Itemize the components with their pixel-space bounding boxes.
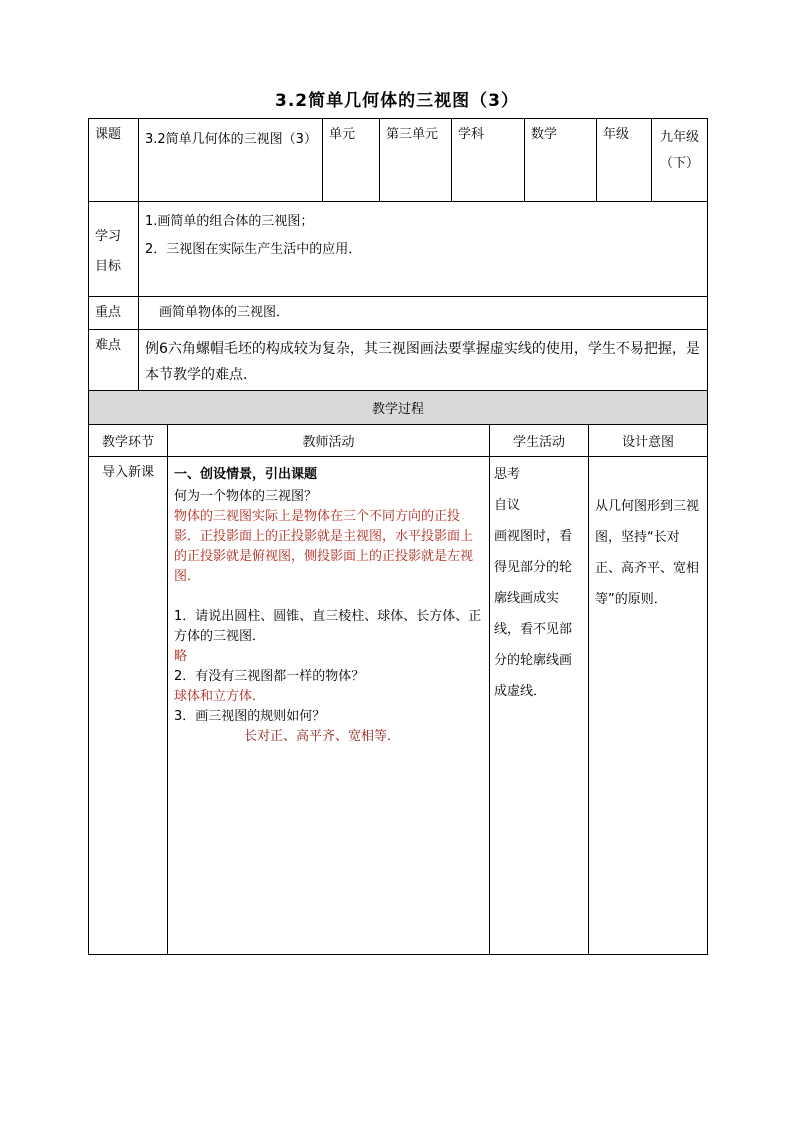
section-heading: 一、创设情景，引出课题 — [174, 467, 318, 482]
stage-cell: 导入新课 — [89, 457, 168, 955]
col-stage: 教学环节 — [89, 425, 168, 457]
unit-value: 第三单元 — [380, 119, 452, 202]
student-item: 自议 — [494, 498, 521, 513]
col-student: 学生活动 — [490, 425, 589, 457]
goals-content — [139, 202, 708, 297]
student-item: 思考 — [494, 467, 521, 482]
difficulty-label: 难点 — [89, 330, 139, 395]
student-activity — [490, 457, 589, 955]
lesson-info-table — [88, 118, 708, 395]
key-value: 画简单物体的三视图． — [139, 297, 708, 330]
teacher-activity — [168, 457, 490, 955]
teacher-question: 1．请说出圆柱、圆锥、直三棱柱、球体、长方体、正方体的三视图． — [174, 609, 482, 644]
subject-value: 数学 — [525, 119, 597, 202]
subject-label: 学科 — [452, 119, 525, 202]
col-teacher: 教师活动 — [168, 425, 490, 457]
goals-label: 学习目标 — [89, 202, 139, 297]
teacher-question: 何为一个物体的三视图？ — [174, 489, 318, 504]
student-item: 画视图时，看得见部分的轮廓线画成实线，看不见部分的轮廓线画成虚线． — [494, 529, 573, 699]
teacher-answer: 物体的三视图实际上是物体在三个不同方向的正投影．正投影面上的正投影就是主视图，水平投影面上的正投影就是俯视图，侧投影面上的正投影就是左视图． — [174, 509, 474, 584]
key-label: 重点 — [89, 297, 139, 330]
grade-label: 年级 — [597, 119, 652, 202]
process-header: 教学过程 — [89, 391, 708, 425]
teacher-answer: 长对正、高平齐、宽相等． — [244, 729, 401, 744]
document-title: 3.2简单几何体的三视图（3） — [275, 91, 519, 111]
grade-value: 九年级（下） — [652, 119, 708, 202]
teacher-question: 3．画三视图的规则如何？ — [174, 709, 326, 724]
goal-item: 2．三视图在实际生产生活中的应用． — [145, 242, 362, 257]
goal-item: 1.画简单的组合体的三视图； — [145, 214, 314, 229]
col-intent: 设计意图 — [589, 425, 708, 457]
teaching-process-table — [88, 390, 708, 955]
teacher-answer: 略 — [174, 649, 188, 664]
difficulty-value: 例6六角螺帽毛坯的构成较为复杂，其三视图画法要掌握虚实线的使用，学生不易把握，是本节教学的难点． — [139, 330, 708, 395]
teacher-question: 2．有没有三视图都一样的物体？ — [174, 669, 365, 684]
teacher-answer: 球体和立方体． — [174, 689, 266, 704]
topic-value: 3.2简单几何体的三视图（3） — [139, 119, 323, 202]
unit-label: 单元 — [323, 119, 380, 202]
topic-label: 课题 — [89, 119, 139, 202]
design-intent: 从几何图形到三视图，坚持“长对正、高齐平、宽相等”的原则． — [589, 457, 708, 955]
